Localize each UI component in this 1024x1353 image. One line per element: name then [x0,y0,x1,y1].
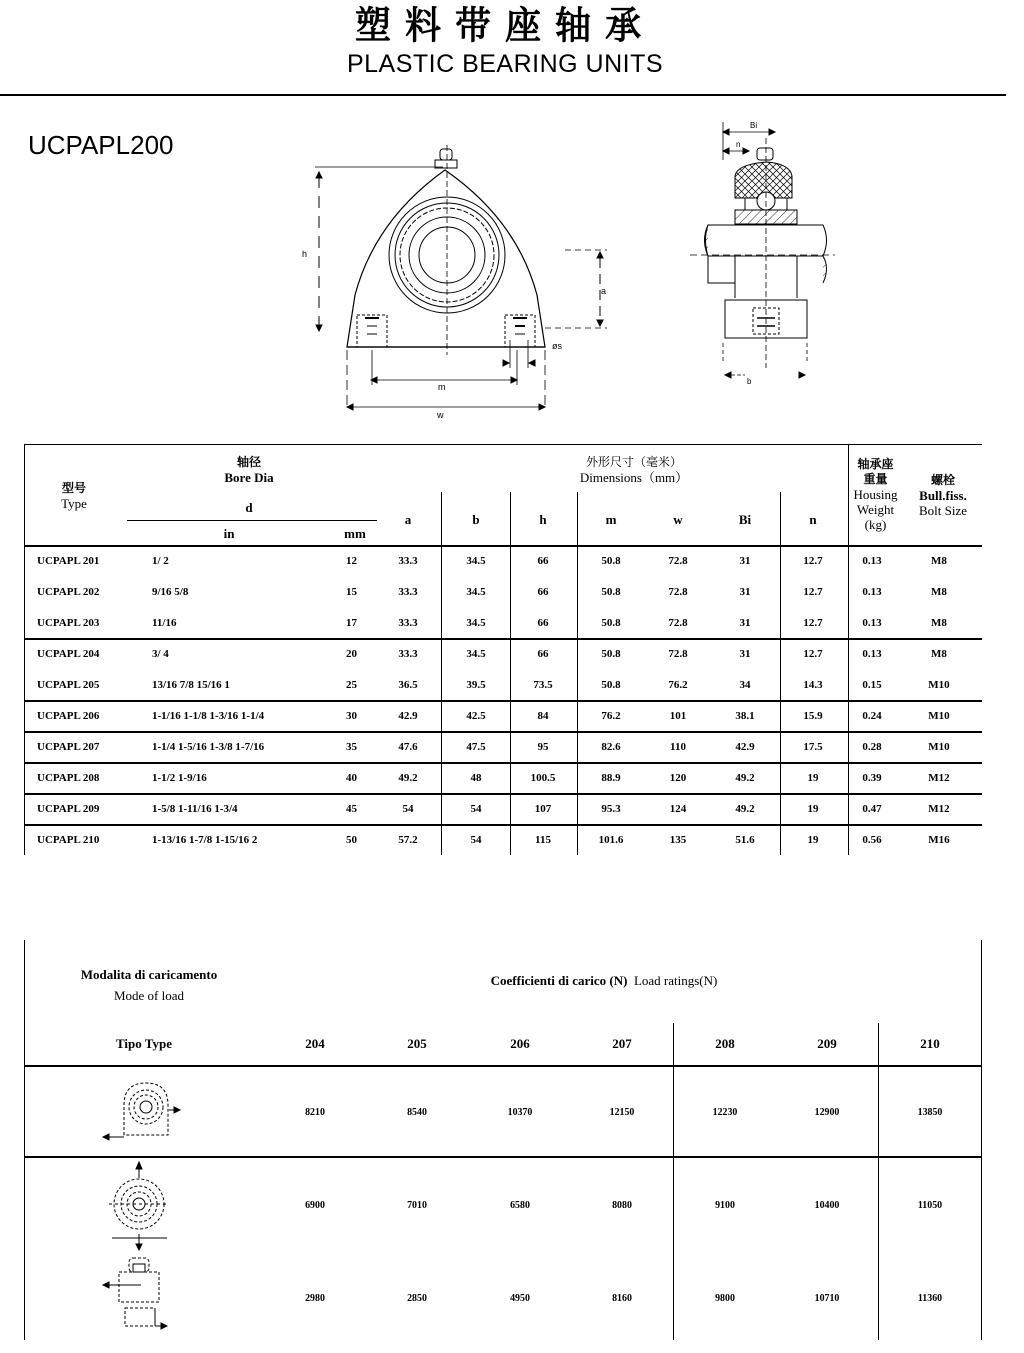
bolt-size-cell: M12 [928,803,950,815]
bore-mm-cell: 40 [346,772,357,784]
load-value-cell: 2980 [305,1292,325,1304]
front-view-drawing [295,140,625,430]
type-cell: UCPAPL 203 [37,617,100,629]
dim-a-cell: 57.2 [398,834,418,846]
type-cell: UCPAPL 205 [37,679,100,691]
size-col-header: 210 [920,1036,940,1051]
vertical-load-icon [104,1160,204,1255]
weight-cell: 0.13 [862,555,882,567]
dim-h-cell: 73.5 [533,679,553,691]
d-underline [127,520,377,521]
bolt-size-cell: M10 [928,710,950,722]
row-divider-line [24,700,982,702]
weight-cell: 0.15 [862,679,882,691]
load-value-cell: 8080 [612,1199,632,1211]
dim-label-s: øs [552,341,562,351]
load-ratings-table [24,940,982,1340]
dim-n-cell: 14.3 [803,679,823,691]
load-value-cell: 8160 [612,1292,632,1304]
dim-b-cell: 34.5 [466,586,486,598]
weight-cell: 0.28 [862,741,882,753]
dim-h-cell: 66 [537,617,549,629]
weight-cell: 0.47 [862,803,882,815]
bolt-size-cell: M8 [931,617,947,629]
bolt-size-cell: M8 [931,586,947,598]
dim-n-cell: 17.5 [803,741,823,753]
dim-bi-cell: 31 [739,586,751,598]
dim-w-cell: 110 [670,741,686,753]
dim-b-cell: 47.5 [466,741,486,753]
dim-label-m: m [438,382,446,392]
dim-bi-cell: 49.2 [735,803,755,815]
bolt-header: 螺栓 Bull.fiss. Bolt Size [918,473,968,518]
header-divider [0,94,1006,96]
dim-col-header: Bi [738,512,752,527]
bolt-size-cell: M12 [928,772,950,784]
dim-label-h: h [302,249,308,259]
dim-n-cell: 12.7 [803,555,823,567]
dim-a-cell: 42.9 [398,710,418,722]
dim-b-cell: 54 [470,803,482,815]
dim-w-cell: 76.2 [668,679,688,691]
bore-inch-cell: 1-13/16 1-7/8 1-15/16 2 [152,834,258,846]
dim-w-cell: 72.8 [668,586,688,598]
bore-mm-cell: 25 [346,679,357,691]
type-cell: UCPAPL 209 [37,803,100,815]
dim-label-w: w [437,410,444,420]
dim-bi-cell: 31 [739,648,751,660]
bolt-size-cell: M10 [928,741,950,753]
load-value-cell: 2850 [407,1292,427,1304]
dim-col-header: b [472,512,480,527]
bore-mm-cell: 15 [346,586,357,598]
table-border-left [24,940,25,1340]
size-col-header: 207 [612,1036,632,1051]
dimensions-header: 外形尺寸（毫米） Dimensions（mm） [579,455,689,485]
bolt-insert-right [505,315,535,347]
row-divider-line [24,1156,981,1158]
dim-col-header: a [404,512,412,527]
dim-label-a: a [601,286,607,296]
dim-col-header: h [539,512,547,527]
tipo-type-header: Tipo Type [116,1036,172,1051]
coefficients-header: Coefficienti di carico (N) Load ratings(N) [490,973,718,988]
dim-b-cell: 34.5 [466,648,486,660]
dim-h-cell: 66 [537,586,549,598]
dim-m-cell: 101.6 [598,834,624,846]
dim-a-cell: 33.3 [398,617,418,629]
load-value-cell: 7010 [407,1199,427,1211]
size-col-header: 209 [817,1036,837,1051]
dim-bi-cell: 42.9 [735,741,755,753]
dim-m-cell: 88.9 [601,772,621,784]
weight-cell: 0.24 [862,710,882,722]
bore-inch-cell: 13/16 7/8 15/16 1 [152,679,230,691]
dim-h-cell: 115 [535,834,551,846]
bolt-size-cell: M16 [928,834,950,846]
dim-a-cell: 49.2 [398,772,418,784]
dim-m-cell: 76.2 [601,710,621,722]
size-col-header: 205 [407,1036,427,1051]
dim-bi-cell: 34 [739,679,751,691]
dim-b-cell: 42.5 [466,710,486,722]
load-value-cell: 9100 [715,1199,735,1211]
dim-bi-cell: 51.6 [735,834,755,846]
column-divider [673,1023,674,1340]
dim-w-cell: 72.8 [668,555,688,567]
column-divider [878,1023,879,1340]
dim-m-cell: 50.8 [601,555,621,567]
dim-n-cell: 19 [807,772,819,784]
dim-w-cell: 124 [669,803,687,815]
dim-w-cell: 72.8 [668,617,688,629]
dim-b-cell: 39.5 [466,679,486,691]
dim-w-cell: 72.8 [668,648,688,660]
dim-n-cell: 12.7 [803,648,823,660]
dim-col-header: n [809,512,817,527]
load-value-cell: 11050 [917,1199,943,1211]
load-value-cell: 12900 [814,1106,840,1118]
row-divider-line [24,638,982,640]
dim-h-cell: 100.5 [530,772,556,784]
dim-bi-cell: 31 [739,617,751,629]
load-value-cell: 8540 [407,1106,427,1118]
header-divider-line [24,545,982,547]
dim-col-header: w [673,512,683,527]
weight-cell: 0.13 [862,648,882,660]
bore-mm-cell: 17 [346,617,357,629]
mode-header-english: Mode of load [113,988,185,1003]
weight-cell: 0.39 [862,772,882,784]
size-col-header: 206 [510,1036,530,1051]
load-value-cell: 10400 [814,1199,840,1211]
bore-mm-cell: 30 [346,710,357,722]
type-cell: UCPAPL 210 [37,834,100,846]
dim-m-cell: 95.3 [601,803,621,815]
load-value-cell: 12230 [712,1106,738,1118]
dim-h-cell: 66 [537,648,549,660]
size-col-header: 208 [715,1036,735,1051]
bore-mm-cell: 20 [346,648,357,660]
side-view-drawing [675,118,835,388]
bolt-size-cell: M10 [928,679,950,691]
load-value-cell: 12150 [609,1106,635,1118]
row-divider-line [24,731,982,733]
grease-nipple-icon [435,149,457,168]
table-border-right [981,940,982,1340]
dim-b-cell: 34.5 [466,617,486,629]
load-value-cell: 13850 [917,1106,943,1118]
bore-inch-cell: 1-1/4 1-5/16 1-3/8 1-7/16 [152,741,265,753]
type-cell: UCPAPL 207 [37,741,100,753]
size-col-header: 204 [305,1036,325,1051]
row-divider-line [24,793,982,795]
dim-w-cell: 135 [669,834,687,846]
weight-cell: 0.13 [862,617,882,629]
bore-inch-cell: 11/16 [152,617,177,629]
bore-inch-cell: 3/ 4 [152,648,169,660]
bolt-insert-left [357,315,387,347]
weight-cell: 0.56 [862,834,882,846]
weight-header: 轴承座 重量 Housing Weight (kg) [853,457,898,532]
bore-mm-cell: 50 [346,834,357,846]
mm-header: mm [344,526,366,541]
dim-h-cell: 66 [537,555,549,567]
load-value-cell: 9800 [715,1292,735,1304]
type-cell: UCPAPL 208 [37,772,100,784]
title-chinese: 塑料带座轴承 [354,5,655,49]
header-divider-line [24,1065,981,1067]
dim-bi-cell: 38.1 [735,710,755,722]
axial-load-icon [89,1250,199,1335]
type-header: 型号 Type [61,481,87,511]
dim-b-cell: 54 [470,834,482,846]
dim-label-bi: Bi [750,121,758,130]
dim-m-cell: 50.8 [601,648,621,660]
bore-inch-cell: 1-5/8 1-11/16 1-3/4 [152,803,238,815]
bore-mm-cell: 12 [346,555,357,567]
dim-bi-cell: 31 [739,555,751,567]
dim-n-cell: 12.7 [803,617,823,629]
title-english: PLASTIC BEARING UNITS [346,50,664,78]
load-value-cell: 4950 [510,1292,530,1304]
bolt-size-cell: M8 [931,648,947,660]
dim-a-cell: 54 [402,803,414,815]
dim-a-cell: 33.3 [398,586,418,598]
radial-side-load-icon [94,1075,194,1150]
dim-h-cell: 84 [537,710,549,722]
bore-mm-cell: 35 [346,741,357,753]
dimensions-table [24,444,982,855]
bore-inch-cell: 1-1/16 1-1/8 1-3/16 1-1/4 [152,710,265,722]
type-cell: UCPAPL 204 [37,648,100,660]
dim-label-n: n [736,140,741,149]
load-value-cell: 6580 [510,1199,530,1211]
load-value-cell: 10710 [814,1292,840,1304]
dim-n-cell: 19 [807,803,819,815]
load-value-cell: 11360 [917,1292,943,1304]
dim-a-cell: 33.3 [398,648,418,660]
bore-header: 轴径 Bore Dia [224,455,274,485]
dim-a-cell: 33.3 [398,555,418,567]
mode-header-italian: Modalita di caricamento [80,967,218,982]
type-cell: UCPAPL 201 [37,555,100,567]
model-name: UCPAPL200 [28,130,174,160]
bore-inch-cell: 9/16 5/8 [152,586,189,598]
type-cell: UCPAPL 202 [37,586,100,598]
in-header: in [223,526,235,541]
dim-m-cell: 50.8 [601,586,621,598]
bore-mm-cell: 45 [346,803,357,815]
dim-bi-cell: 49.2 [735,772,755,784]
d-header: d [245,500,253,515]
dim-n-cell: 12.7 [803,586,823,598]
load-value-cell: 6900 [305,1199,325,1211]
dim-label-b: b [747,377,752,386]
bore-inch-cell: 1/ 2 [152,555,169,567]
dim-b-cell: 34.5 [466,555,486,567]
dim-w-cell: 120 [669,772,687,784]
dim-n-cell: 19 [807,834,819,846]
dim-n-cell: 15.9 [803,710,823,722]
load-value-cell: 8210 [305,1106,325,1118]
dim-a-cell: 47.6 [398,741,418,753]
dim-col-header: m [605,512,617,527]
dim-b-cell: 48 [470,772,482,784]
dim-w-cell: 101 [669,710,687,722]
dim-h-cell: 95 [537,741,549,753]
dim-m-cell: 50.8 [601,617,621,629]
dim-m-cell: 50.8 [601,679,621,691]
dim-m-cell: 82.6 [601,741,621,753]
dim-h-cell: 107 [534,803,552,815]
dim-a-cell: 36.5 [398,679,418,691]
row-divider-line [24,762,982,764]
row-divider-line [24,824,982,826]
bore-inch-cell: 1-1/2 1-9/16 [152,772,207,784]
load-value-cell: 10370 [507,1106,533,1118]
type-cell: UCPAPL 206 [37,710,100,722]
bolt-size-cell: M8 [931,555,947,567]
weight-cell: 0.13 [862,586,882,598]
